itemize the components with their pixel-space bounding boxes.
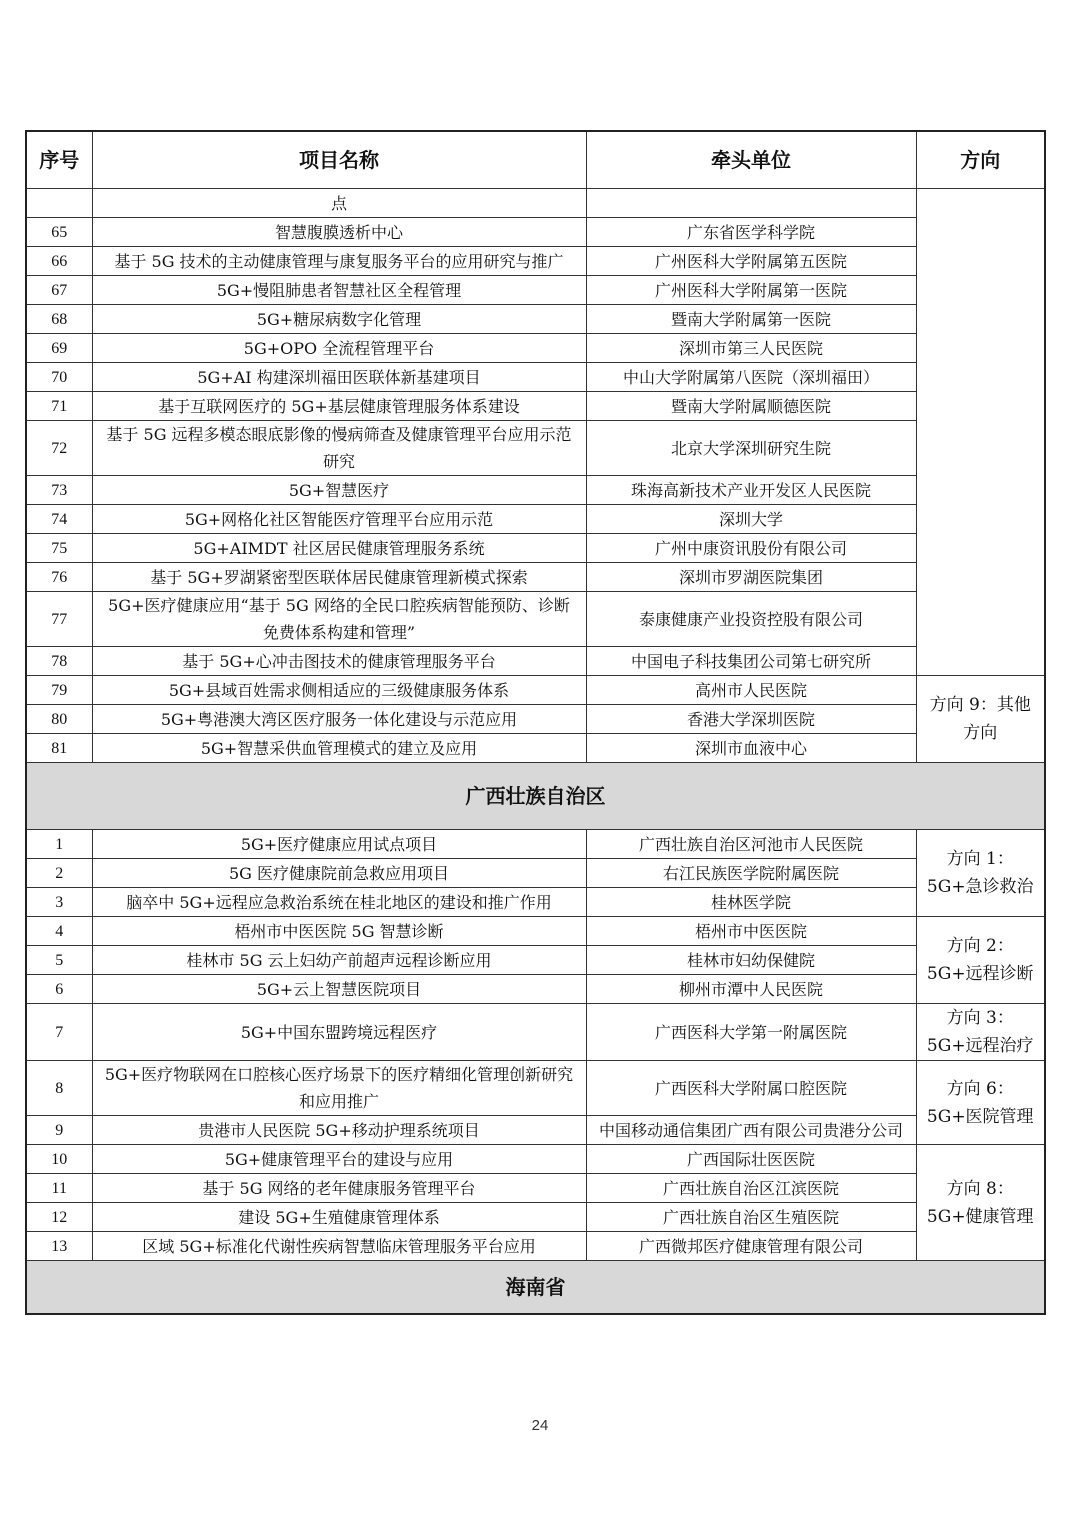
row-index: 7 xyxy=(26,1004,92,1061)
row-project-name: 智慧腹膜透析中心 xyxy=(92,218,586,247)
row-lead-unit: 柳州市潭中人民医院 xyxy=(586,975,916,1004)
table-row xyxy=(26,676,1045,705)
row-index: 72 xyxy=(26,421,92,476)
row-index: 66 xyxy=(26,247,92,276)
row-project-name: 5G+慢阻肺患者智慧社区全程管理 xyxy=(92,276,586,305)
row-direction: 方向 2：5G+远程诊断 xyxy=(916,917,1045,1004)
row-index: 79 xyxy=(26,676,92,705)
row-direction: 方向 6：5G+医院管理 xyxy=(916,1061,1045,1145)
row-lead-unit: 深圳大学 xyxy=(586,505,916,534)
table-row xyxy=(26,421,1045,476)
row-project-name: 5G+糖尿病数字化管理 xyxy=(92,305,586,334)
row-project-name: 基于互联网医疗的 5G+基层健康管理服务体系建设 xyxy=(92,392,586,421)
row-project-name: 5G+网格化社区智能医疗管理平台应用示范 xyxy=(92,505,586,534)
row-lead-unit: 深圳市第三人民医院 xyxy=(586,334,916,363)
row-lead-unit: 桂林医学院 xyxy=(586,888,916,917)
table-row xyxy=(26,1203,1045,1232)
row-index: 80 xyxy=(26,705,92,734)
row-project-name: 基于 5G 远程多模态眼底影像的慢病筛查及健康管理平台应用示范研究 xyxy=(92,421,586,476)
row-project-name: 区域 5G+标准化代谢性疾病智慧临床管理服务平台应用 xyxy=(92,1232,586,1261)
row-lead-unit: 北京大学深圳研究生院 xyxy=(586,421,916,476)
row-lead-unit: 高州市人民医院 xyxy=(586,676,916,705)
table-row xyxy=(26,705,1045,734)
row-lead-unit: 香港大学深圳医院 xyxy=(586,705,916,734)
header-lead-unit: 牵头单位 xyxy=(586,131,916,189)
row-project-name: 5G+健康管理平台的建设与应用 xyxy=(92,1145,586,1174)
row-lead-unit: 深圳市罗湖医院集团 xyxy=(586,563,916,592)
row-lead-unit: 广西医科大学第一附属医院 xyxy=(586,1004,916,1061)
page-number: 24 xyxy=(531,1417,549,1434)
table-row xyxy=(26,647,1045,676)
row-index: 65 xyxy=(26,218,92,247)
row-index xyxy=(26,189,92,218)
table-row xyxy=(26,392,1045,421)
row-index: 9 xyxy=(26,1116,92,1145)
table-row xyxy=(26,1174,1045,1203)
row-index: 78 xyxy=(26,647,92,676)
row-lead-unit: 深圳市血液中心 xyxy=(586,734,916,763)
row-index: 6 xyxy=(26,975,92,1004)
row-index: 77 xyxy=(26,592,92,647)
row-lead-unit: 广西壮族自治区生殖医院 xyxy=(586,1203,916,1232)
row-lead-unit: 中国移动通信集团广西有限公司贵港分公司 xyxy=(586,1116,916,1145)
row-direction: 方向 1：5G+急诊救治 xyxy=(916,830,1045,917)
row-index: 67 xyxy=(26,276,92,305)
row-lead-unit: 广西壮族自治区河池市人民医院 xyxy=(586,830,916,859)
row-index: 3 xyxy=(26,888,92,917)
row-index: 11 xyxy=(26,1174,92,1203)
row-project-name: 梧州市中医医院 5G 智慧诊断 xyxy=(92,917,586,946)
row-lead-unit: 中国电子科技集团公司第七研究所 xyxy=(586,647,916,676)
table-row xyxy=(26,563,1045,592)
row-index: 5 xyxy=(26,946,92,975)
table-row xyxy=(26,734,1045,763)
row-lead-unit: 梧州市中医医院 xyxy=(586,917,916,946)
row-project-name: 5G+云上智慧医院项目 xyxy=(92,975,586,1004)
row-lead-unit: 广西微邦医疗健康管理有限公司 xyxy=(586,1232,916,1261)
row-project-name: 基于 5G 技术的主动健康管理与康复服务平台的应用研究与推广 xyxy=(92,247,586,276)
row-project-name: 基于 5G+心冲击图技术的健康管理服务平台 xyxy=(92,647,586,676)
project-table xyxy=(25,130,1046,1315)
table-row xyxy=(26,305,1045,334)
row-project-name: 桂林市 5G 云上妇幼产前超声远程诊断应用 xyxy=(92,946,586,975)
row-project-name: 5G+医疗物联网在口腔核心医疗场景下的医疗精细化管理创新研究和应用推广 xyxy=(92,1061,586,1116)
row-lead-unit: 广东省医学科学院 xyxy=(586,218,916,247)
row-project-name: 5G+医疗健康应用“基于 5G 网络的全民口腔疾病智能预防、诊断免费体系构建和管理” xyxy=(92,592,586,647)
row-lead-unit: 右江民族医学院附属医院 xyxy=(586,859,916,888)
row-lead-unit: 珠海高新技术产业开发区人民医院 xyxy=(586,476,916,505)
section-title-hainan: 海南省 xyxy=(26,1261,1045,1315)
row-index: 70 xyxy=(26,363,92,392)
row-project-name: 5G+OPO 全流程管理平台 xyxy=(92,334,586,363)
row-lead-unit: 广西国际壮医医院 xyxy=(586,1145,916,1174)
table-row xyxy=(26,476,1045,505)
table-row xyxy=(26,218,1045,247)
row-lead-unit: 暨南大学附属第一医院 xyxy=(586,305,916,334)
row-lead-unit: 中山大学附属第八医院（深圳福田） xyxy=(586,363,916,392)
row-index: 2 xyxy=(26,859,92,888)
section-title-guangxi: 广西壮族自治区 xyxy=(26,763,1045,830)
row-lead-unit: 泰康健康产业投资控股有限公司 xyxy=(586,592,916,647)
row-direction: 方向 3：5G+远程治疗 xyxy=(916,1004,1045,1061)
row-index: 13 xyxy=(26,1232,92,1261)
section-header-row xyxy=(26,1261,1045,1315)
row-direction: 方向 9：其他方向 xyxy=(916,676,1045,763)
table-row xyxy=(26,247,1045,276)
row-index: 4 xyxy=(26,917,92,946)
row-lead-unit: 广西医科大学附属口腔医院 xyxy=(586,1061,916,1116)
table-row xyxy=(26,276,1045,305)
row-project-name: 5G+智慧医疗 xyxy=(92,476,586,505)
row-index: 69 xyxy=(26,334,92,363)
table-row xyxy=(26,1145,1045,1174)
row-lead-unit: 广州医科大学附属第一医院 xyxy=(586,276,916,305)
table-row xyxy=(26,534,1045,563)
row-project-name: 贵港市人民医院 5G+移动护理系统项目 xyxy=(92,1116,586,1145)
row-project-name: 基于 5G 网络的老年健康服务管理平台 xyxy=(92,1174,586,1203)
table-row xyxy=(26,1061,1045,1116)
table-row xyxy=(26,888,1045,917)
table-row xyxy=(26,189,1045,218)
row-project-name: 5G+智慧采供血管理模式的建立及应用 xyxy=(92,734,586,763)
row-lead-unit xyxy=(586,189,916,218)
table-row xyxy=(26,830,1045,859)
row-lead-unit: 桂林市妇幼保健院 xyxy=(586,946,916,975)
table-row xyxy=(26,592,1045,647)
row-project-name: 5G+AIMDT 社区居民健康管理服务系统 xyxy=(92,534,586,563)
row-project-name: 建设 5G+生殖健康管理体系 xyxy=(92,1203,586,1232)
row-project-name: 5G 医疗健康院前急救应用项目 xyxy=(92,859,586,888)
row-direction: 方向 8：5G+健康管理 xyxy=(916,1145,1045,1261)
row-project-name: 5G+AI 构建深圳福田医联体新基建项目 xyxy=(92,363,586,392)
header-project-name: 项目名称 xyxy=(92,131,586,189)
table-row xyxy=(26,917,1045,946)
table-row xyxy=(26,334,1045,363)
table-row xyxy=(26,859,1045,888)
row-lead-unit: 广州医科大学附属第五医院 xyxy=(586,247,916,276)
table-row xyxy=(26,363,1045,392)
row-index: 71 xyxy=(26,392,92,421)
row-project-name: 基于 5G+罗湖紧密型医联体居民健康管理新模式探索 xyxy=(92,563,586,592)
header-index: 序号 xyxy=(26,131,92,189)
row-lead-unit: 广西壮族自治区江滨医院 xyxy=(586,1174,916,1203)
table-row xyxy=(26,975,1045,1004)
table-row xyxy=(26,1116,1045,1145)
row-direction-continued xyxy=(916,189,1045,676)
row-index: 76 xyxy=(26,563,92,592)
row-lead-unit: 暨南大学附属顺德医院 xyxy=(586,392,916,421)
table-header-row xyxy=(26,131,1045,189)
table-row xyxy=(26,1232,1045,1261)
section-header-row xyxy=(26,763,1045,830)
table-row xyxy=(26,505,1045,534)
row-project-name: 5G+医疗健康应用试点项目 xyxy=(92,830,586,859)
row-index: 81 xyxy=(26,734,92,763)
table-row xyxy=(26,1004,1045,1061)
row-index: 75 xyxy=(26,534,92,563)
table-row xyxy=(26,946,1045,975)
row-index: 73 xyxy=(26,476,92,505)
row-index: 8 xyxy=(26,1061,92,1116)
row-project-name: 点 xyxy=(92,189,586,218)
row-lead-unit: 广州中康资讯股份有限公司 xyxy=(586,534,916,563)
row-index: 74 xyxy=(26,505,92,534)
row-project-name: 5G+中国东盟跨境远程医疗 xyxy=(92,1004,586,1061)
row-project-name: 5G+粤港澳大湾区医疗服务一体化建设与示范应用 xyxy=(92,705,586,734)
row-project-name: 5G+县域百姓需求侧相适应的三级健康服务体系 xyxy=(92,676,586,705)
header-direction: 方向 xyxy=(916,131,1045,189)
row-index: 1 xyxy=(26,830,92,859)
row-index: 12 xyxy=(26,1203,92,1232)
row-index: 68 xyxy=(26,305,92,334)
row-project-name: 脑卒中 5G+远程应急救治系统在桂北地区的建设和推广作用 xyxy=(92,888,586,917)
row-index: 10 xyxy=(26,1145,92,1174)
